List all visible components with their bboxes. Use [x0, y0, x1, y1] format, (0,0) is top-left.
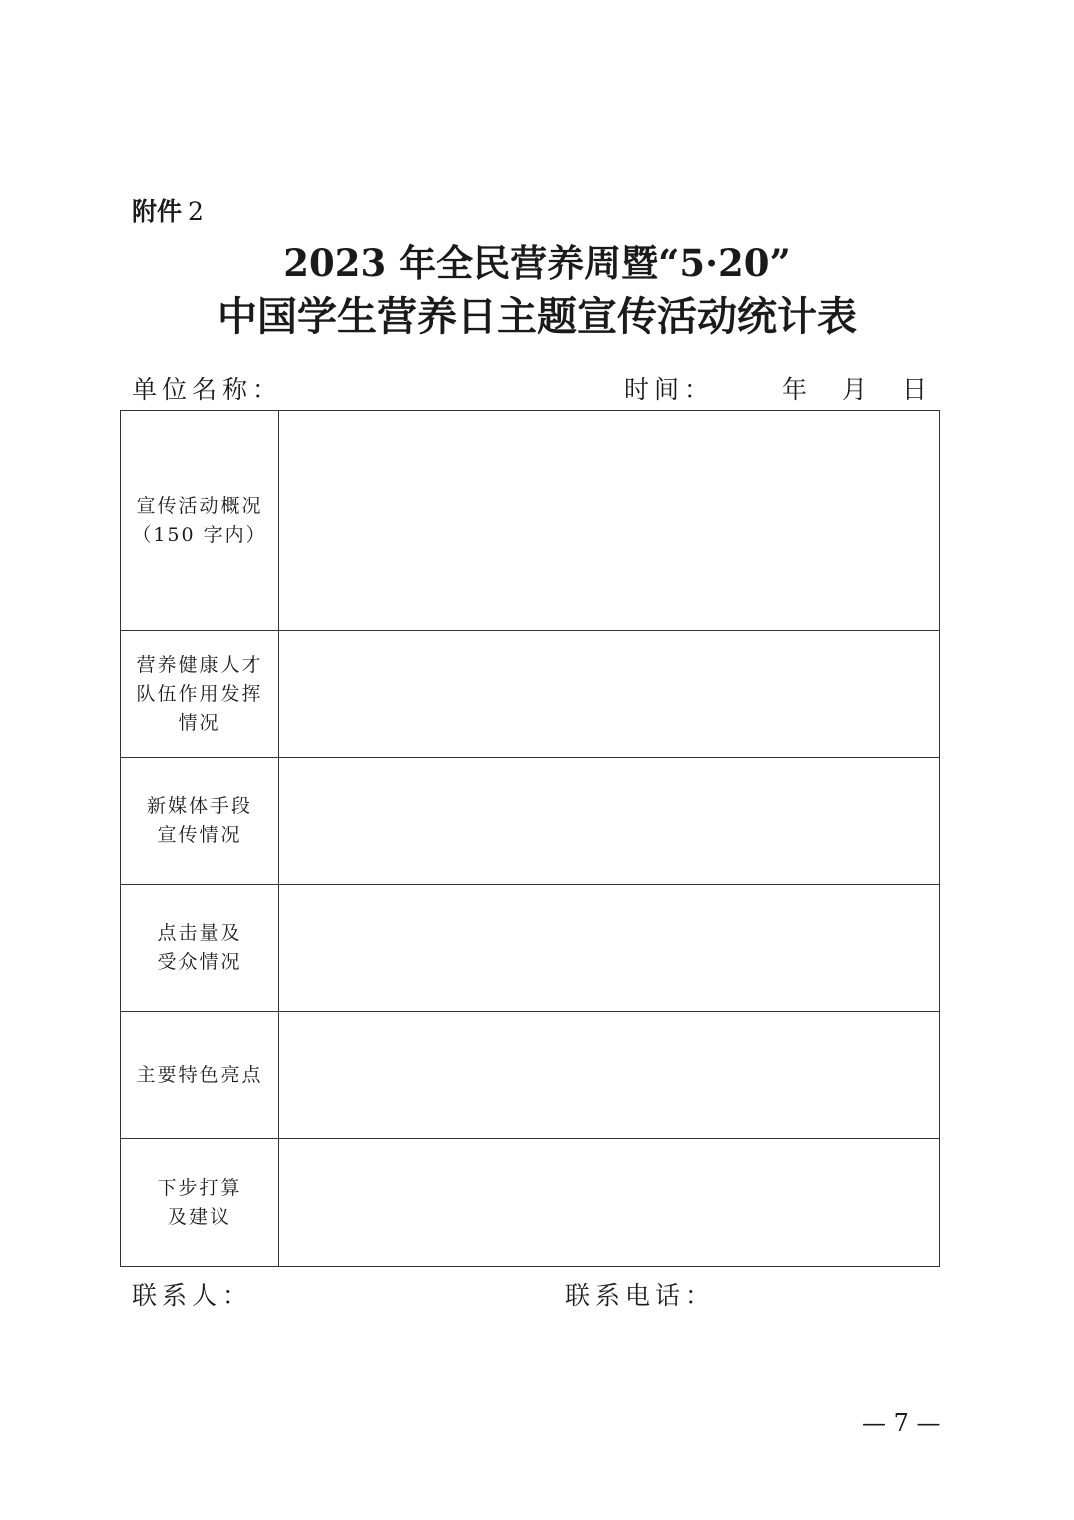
row-label-line: 营养健康人才 — [136, 653, 263, 676]
attachment-number: 2 — [188, 197, 204, 226]
row-label-next-steps — [121, 1139, 279, 1267]
new-media-input-cell[interactable] — [279, 758, 940, 885]
page-number: — 7 — — [862, 1409, 941, 1437]
talent-team-input-cell[interactable] — [279, 631, 940, 758]
contact-phone-label: 联系电话： — [565, 1281, 716, 1310]
attachment-text: 附件 — [132, 197, 183, 226]
row-label-overview — [121, 411, 279, 631]
next-steps-input-cell[interactable] — [279, 1139, 940, 1267]
day-label: 日 — [902, 375, 933, 404]
row-label-line: 主要特色亮点 — [136, 1063, 263, 1086]
attachment-label — [132, 196, 204, 228]
contact-person-label: 联系人： — [132, 1281, 253, 1310]
row-label-line: 情况 — [178, 711, 221, 734]
month-label: 月 — [842, 375, 873, 404]
form-title-line1: 2023 年全民营养周暨“5·20” — [283, 241, 791, 285]
table-row — [121, 1139, 940, 1267]
row-label-line: 宣传情况 — [157, 824, 242, 846]
row-label-highlights — [121, 1012, 279, 1139]
form-title-line2: 中国学生营养日主题宣传活动统计表 — [217, 293, 857, 340]
row-label-line: 新媒体手段 — [146, 795, 252, 817]
row-label-line: 受众情况 — [157, 951, 242, 973]
table-row — [121, 411, 940, 631]
table-row — [121, 1012, 940, 1139]
table-row — [121, 758, 940, 885]
row-label-new-media — [121, 758, 279, 885]
table-row — [121, 885, 940, 1012]
highlights-input-cell[interactable] — [279, 1012, 940, 1139]
row-label-clicks-audience — [121, 885, 279, 1012]
row-label-line: 宣传活动概况 — [136, 494, 263, 517]
unit-name-label: 单位名称： — [132, 375, 283, 404]
row-label-line: （150 字内） — [132, 523, 267, 546]
time-label: 时间： — [624, 375, 715, 404]
row-label-line: 下步打算 — [157, 1176, 242, 1199]
table-row — [121, 631, 940, 758]
year-label: 年 — [782, 375, 813, 404]
overview-input-cell[interactable] — [279, 411, 940, 631]
row-label-line: 点击量及 — [157, 922, 242, 944]
row-label-line: 队伍作用发挥 — [136, 682, 263, 705]
row-label-line: 及建议 — [167, 1205, 231, 1228]
row-label-talent-team — [121, 631, 279, 758]
statistics-table — [120, 410, 940, 1267]
clicks-audience-input-cell[interactable] — [279, 885, 940, 1012]
